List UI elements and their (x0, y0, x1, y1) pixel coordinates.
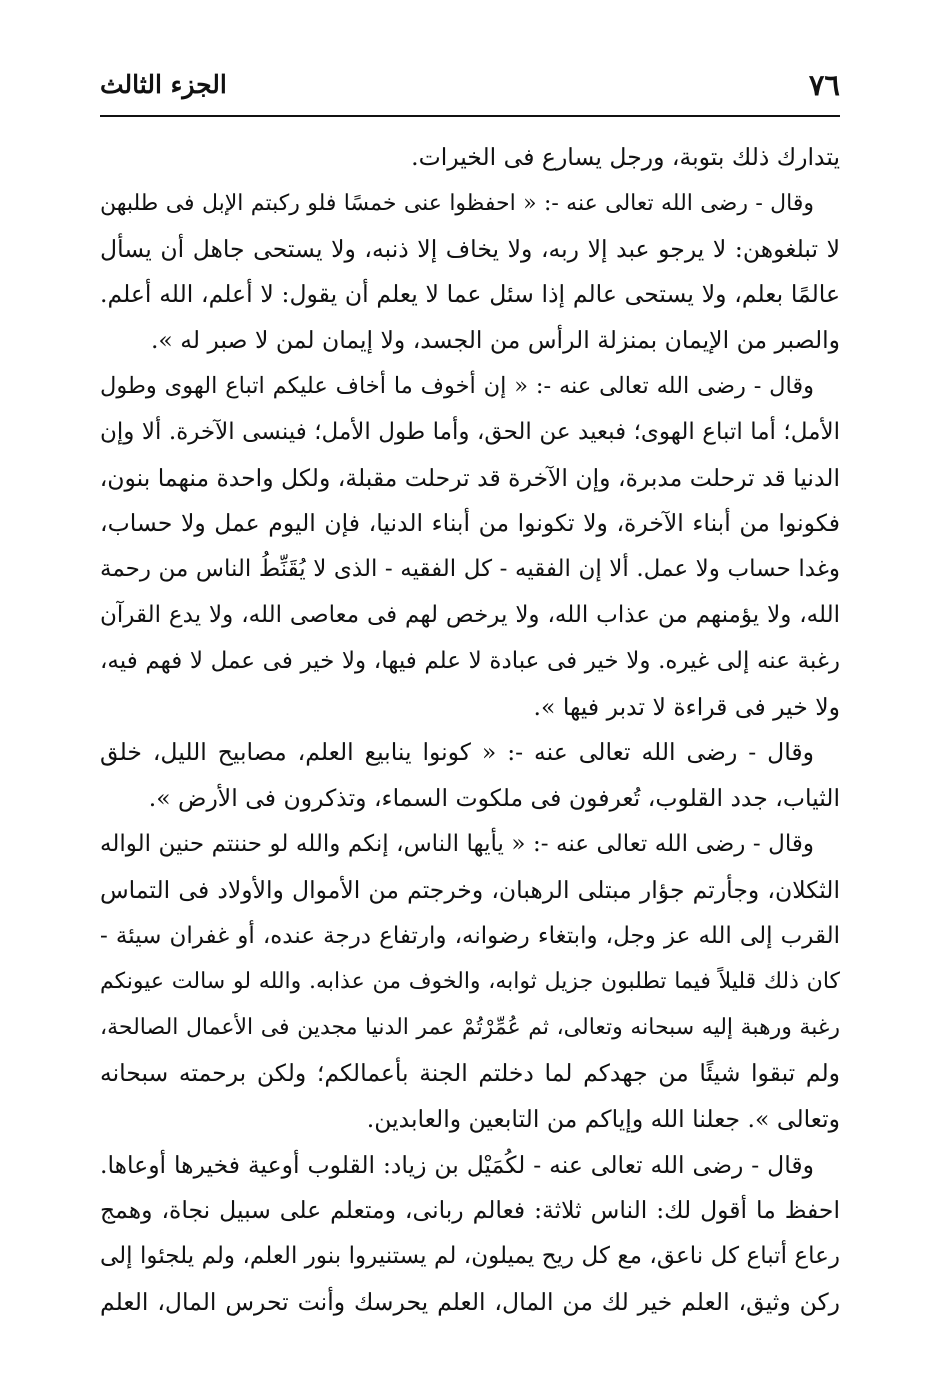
text-line: وقال - رضى الله تعالى عنه -: « كونوا ينابيع العلم، مصابيح الليل، خلق (100, 738, 814, 767)
header-divider (100, 115, 840, 117)
text-line: ولا خير فى قراءة لا تدبر فيها ». (533, 692, 840, 721)
text-line: رعاع أتباع كل ناعق، مع كل ريح يميلون، لم يستنيروا بنور العلم، ولم يلجئوا إلى (100, 1243, 840, 1270)
text-line: يتدارك ذلك بتوبة، ورجل يسارع فى الخيرات. (411, 143, 840, 171)
text-line: رغبة عنه إلى غيره. ولا خير فى عبادة لا علم فيها، ولا خير فى عمل لا فهم فيه، (100, 647, 840, 674)
text-line: فكونوا من أبناء الآخرة، ولا تكونوا من أبناء الدنيا، فإن اليوم عمل ولا حساب، (100, 509, 840, 538)
running-title: الجزء الثالث (100, 70, 227, 99)
page-number: ٧٦ (808, 68, 840, 102)
text-line: وقال - رضى الله تعالى عنه - لكُمَيْل بن زياد: القلوب أوعية فخيرها أوعاها. (100, 1150, 814, 1179)
body-text (100, 135, 840, 1326)
text-line: وقال - رضى الله تعالى عنه -: « إن أخوف ما أخاف عليكم اتباع الهوى وطول (100, 372, 814, 399)
page-header (100, 62, 840, 112)
text-line: ولم تبقوا شيئًا من جهدكم لما دخلتم الجنة بأعمالكم؛ ولكن برحمته سبحانه (100, 1058, 840, 1087)
text-line: عالمًا بعلم، ولا يستحى عالم إذا سئل عما لا يعلم أن يقول: لا أعلم، الله أعلم. (100, 280, 840, 309)
text-line: الله، ولا يؤمنهم من عذاب الله، ولا يرخص لهم فى معاصى الله، ولا يدع القرآن (100, 601, 840, 628)
text-line: لا تبلغوهن: لا يرجو عبد إلا ربه، ولا يخاف إلا ذنبه، ولا يستحى جاهل أن يسأل (100, 234, 840, 263)
text-line: وغدا حساب ولا عمل. ألا إن الفقيه - كل الفقيه - الذى لا يُقَنِّطُ الناس من رحمة (100, 556, 840, 583)
text-line: وقال - رضى الله تعالى عنه -: « يأيها الناس، إنكم والله لو حننتم حنين الواله (100, 830, 814, 857)
text-line: رغبة ورهبة إليه سبحانه وتعالى، ثم عُمِّرْتُمْ عمر الدنيا مجدين فى الأعمال الصالحة، (100, 1015, 840, 1041)
text-line: الثياب، جدد القلوب، تُعرفون فى ملكوت السماء، وتذكرون فى الأرض ». (148, 784, 840, 813)
text-line: ركن وثيق، العلم خير لك من المال، العلم يحرسك وأنت تحرس المال، العلم (100, 1287, 840, 1316)
text-line: احفظ ما أقول لك: الناس ثلاثة: فعالم ربانى، ومتعلم على سبيل نجاة، وهمج (100, 1196, 840, 1225)
text-line: الأمل؛ أما اتباع الهوى؛ فبعيد عن الحق، وأما طول الأمل؛ فينسى الآخرة. ألا وإن (100, 418, 840, 445)
text-line: وقال - رضى الله تعالى عنه -: « احفظوا عنى خمسًا فلو ركبتم الإبل فى طلبهن (100, 190, 815, 216)
text-line: الدنيا قد ترحلت مدبرة، وإن الآخرة قد ترحلت مقبلة، ولكل واحدة منهما بنون، (100, 463, 840, 492)
text-line: والصبر من الإيمان بمنزلة الرأس من الجسد، ولا إيمان لمن لا صبر له ». (150, 326, 840, 355)
text-line: وتعالى ». جعلنا الله وإياكم من التابعين والعابدين. (366, 1104, 840, 1133)
text-line: كان ذلك قليلاً فيما تطلبون جزيل ثوابه، والخوف من عذابه. والله لو سالت عيونكم (100, 969, 840, 995)
text-line: الثكلان، وجأرتم جؤار مبتلى الرهبان، وخرجتم من الأموال والأولاد فى التماس (100, 875, 840, 904)
text-line: القرب إلى الله عز وجل، وابتغاء رضوانه، وارتفاع درجة عنده، أو غفران سيئة - (100, 922, 840, 949)
